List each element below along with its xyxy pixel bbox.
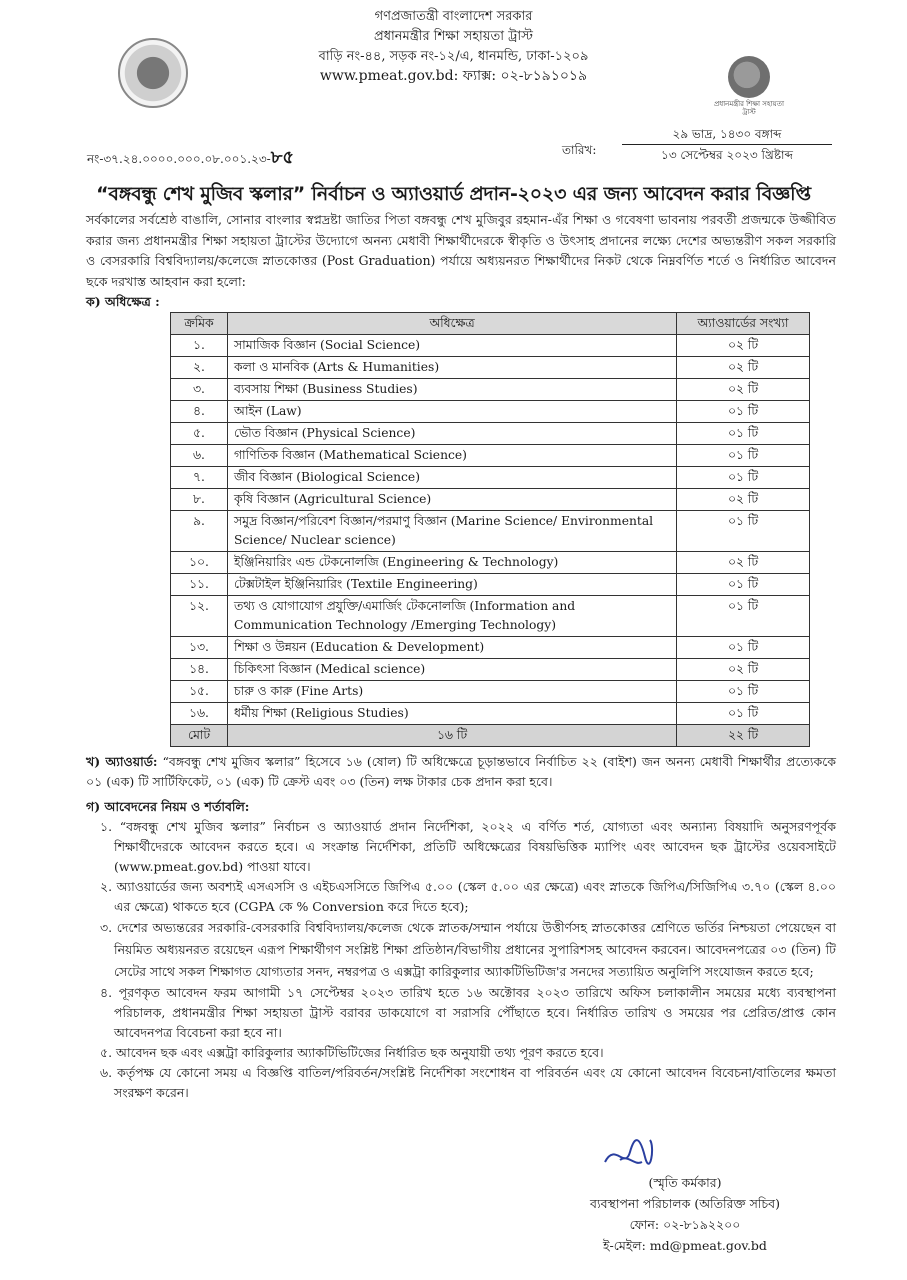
- table-row: [171, 445, 810, 467]
- header-line-2: প্রধানমন্ত্রীর শিক্ষা সহায়তা ট্রাস্ট: [374, 29, 533, 44]
- row-field: কলা ও মানবিক (Arts & Humanities): [228, 357, 677, 379]
- row-field: চিকিৎসা বিজ্ঞান (Medical science): [228, 659, 677, 681]
- row-count: ০১ টি: [677, 511, 810, 552]
- row-count: ০১ টি: [677, 467, 810, 489]
- date-bangla: ২৯ ভাদ্র, ১৪৩০ বঙ্গাব্দ: [672, 127, 782, 141]
- header-line-1: গণপ্রজাতন্ত্রী বাংলাদেশ সরকার: [374, 9, 533, 24]
- trust-logo-caption: প্রধানমন্ত্রীর শিক্ষা সহায়তা ট্রাস্ট: [714, 100, 784, 116]
- section-ga: [86, 797, 836, 1103]
- row-count: ০১ টি: [677, 703, 810, 725]
- row-serial: ১২.: [171, 596, 228, 637]
- table-total-row: [171, 725, 810, 747]
- row-field: তথ্য ও যোগাযোগ প্রযুক্তি/এমার্জিং টেকনোলজি (Information and Communication Technology /Emerging Technology): [228, 596, 677, 637]
- row-field: কৃষি বিজ্ঞান (Agricultural Science): [228, 489, 677, 511]
- rule-item: ২. অ্যাওয়ার্ডের জন্য অবশ্যই এসএসসি ও এইচএসসিতে জিপিএ ৫.০০ (স্কেল ৫.০০ এর ক্ষেত্রে) এবং স্নাতকে জিপিএ/সিজিপিএ ৩.৭০ (স্কেল ৪.০০ এর ক্ষেত্রে) থাকতে হবে (CGPA কে % Conversion করে দিতে হবে);: [100, 879, 836, 914]
- row-count: ০২ টি: [677, 659, 810, 681]
- table-row: [171, 681, 810, 703]
- row-count: ০২ টি: [677, 357, 810, 379]
- row-serial: ৪.: [171, 401, 228, 423]
- rule-item: ৬. কর্তৃপক্ষ যে কোনো সময় এ বিজ্ঞপ্তি বাতিল/পরিবর্তন/সংশ্লিষ্ট নির্দেশিকা সংশোধন বা পরিবর্তন এবং যে কোনো আবেদন বিবেচনা/বাতিলের ক্ষমতা সংরক্ষণ করেন।: [100, 1065, 836, 1100]
- table-row: [171, 552, 810, 574]
- table-row: [171, 379, 810, 401]
- table-row: [171, 335, 810, 357]
- row-field: টেক্সটাইল ইঞ্জিনিয়ারিং (Textile Engineering): [228, 574, 677, 596]
- table-row: [171, 637, 810, 659]
- row-count: ০২ টি: [677, 335, 810, 357]
- table-row: [171, 467, 810, 489]
- header-website-fax: www.pmeat.gov.bd: ফ্যাক্স: ০২-৮১৯১০১৯: [319, 68, 588, 84]
- table-row: [171, 357, 810, 379]
- signatory-email: ই-মেইল: md@pmeat.gov.bd: [603, 1238, 767, 1253]
- row-serial: ১৫.: [171, 681, 228, 703]
- row-field: চারু ও কারু (Fine Arts): [228, 681, 677, 703]
- section-kha-text: “বঙ্গবন্ধু শেখ মুজিব স্কলার” হিসেবে ১৬ (ষোল) টি অধিক্ষেত্রে চূড়ান্তভাবে নির্বাচিত ২২ (বাইশ) জন অনন্য মেধাবী শিক্ষার্থীর প্রত্যেককে ০১ (এক) টি সার্টিফিকেট, ০১ (এক) টি ক্রেস্ট এবং ০৩ (তিন) লক্ষ টাকার চেক প্রদান করা হবে।: [86, 754, 836, 789]
- column-header-count: অ্যাওয়ার্ডের সংখ্যা: [677, 313, 810, 335]
- rule-item: ১. “বঙ্গবন্ধু শেখ মুজিব স্কলার” নির্বাচন ও অ্যাওয়ার্ড প্রদান নির্দেশিকা, ২০২২ এ বর্ণিত শর্ত, যোগ্যতা এবং অন্যান্য বিষয়াদি অনুসরণপূর্বক শিক্ষার্থীদেরকে আবেদন করতে হবে। এ সংক্রান্ত নির্দেশিকা, প্রতিটি অধিক্ষেত্রের বিষয়ভিত্তিক ম্যাপিং এবং আবেদন ছক ট্রাস্টের ওয়েবসাইটে (www.pmeat.gov.bd) পাওয়া যাবে।: [100, 819, 836, 874]
- rule-item: ৫. আবেদন ছক এবং এক্সট্রা কারিকুলার অ্যাকটিভিটিজের নির্ধারিত ছক অনুযায়ী তথ্য পূরণ করতে হবে।: [100, 1045, 604, 1060]
- total-count: ২২ টি: [677, 725, 810, 747]
- row-count: ০২ টি: [677, 379, 810, 401]
- section-ka-heading: ক) অধিক্ষেত্র :: [86, 294, 160, 309]
- date-label: তারিখ:: [562, 143, 597, 157]
- table-row: [171, 423, 810, 445]
- section-kha-label: খ) অ্যাওয়ার্ড:: [86, 754, 158, 769]
- row-count: ০২ টি: [677, 489, 810, 511]
- row-serial: ১৬.: [171, 703, 228, 725]
- row-field: ধর্মীয় শিক্ষা (Religious Studies): [228, 703, 677, 725]
- signature-block: [545, 1172, 825, 1256]
- table-row: [171, 596, 810, 637]
- date-block: [622, 124, 832, 165]
- signatory-name: (স্মৃতি কর্মকার): [648, 1175, 722, 1190]
- notice-title: “বঙ্গবন্ধু শেখ মুজিব স্কলার” নির্বাচন ও অ্যাওয়ার্ড প্রদান-২০২৩ এর জন্য আবেদন করার বিজ্ঞপ্তি: [96, 183, 811, 205]
- row-serial: ১০.: [171, 552, 228, 574]
- row-count: ০১ টি: [677, 401, 810, 423]
- reference-number-text: নং-৩৭.২৪.০০০০.০০০.০৮.০০১.২৩-: [87, 152, 271, 166]
- rule-item: ৩. দেশের অভ্যন্তরের সরকারি-বেসরকারি বিশ্ববিদ্যালয়/কলেজ থেকে স্নাতক/সম্মান পর্যায়ে উত্তীর্ণসহ স্নাতকোত্তর শ্রেণিতে ভর্তির নিশ্চয়তা পেয়েছেন বা নিয়মিত অধ্যয়নরত রয়েছেন এরূপ শিক্ষার্থীগণ সংশ্লিষ্ট শিক্ষা প্রতিষ্ঠান/বিভাগীয় প্রধানের সুপারিশসহ আবেদন করবেন। আবেদনপত্রের ০৩ (তিন) টি সেটের সাথে সকল শিক্ষাগত যোগ্যতার সনদ, নম্বরপত্র ও এক্সট্রা কারিকুলার অ্যাকটিভিটিজ'র সনদের সত্যায়িত অনুলিপি সংযোজন করতে হবে;: [100, 920, 836, 979]
- table-row: [171, 659, 810, 681]
- table-header-row: [171, 313, 810, 335]
- intro-paragraph: সর্বকালের সর্বশ্রেষ্ঠ বাঙালি, সোনার বাংলার স্বপ্নদ্রষ্টা জাতির পিতা বঙ্গবন্ধু শেখ মুজিবুর রহমান-এঁর শিক্ষা ও গবেষণা ভাবনায় পরবর্তী প্রজন্মকে উজ্জীবিত করার জন্য প্রধানমন্ত্রীর শিক্ষা সহায়তা ট্রাস্টের উদ্যোগে অনন্য মেধাবী শিক্ষার্থীদেরকে স্বীকৃতি ও উৎসাহ প্রদানের লক্ষ্যে দেশের অভ্যন্তরীণ সকল সরকারি ও বেসরকারি বিশ্ববিদ্যালয়/কলেজে স্নাতকোত্তর (Post Graduation) পর্যায়ে অধ্যয়নরত শিক্ষার্থীদের নিকট থেকে নিম্নবর্ণিত শর্তে ও নির্ধারিত আবেদন ছকে দরখাস্ত আহবান করা হলো:: [86, 212, 836, 289]
- row-serial: ৬.: [171, 445, 228, 467]
- table-row: [171, 489, 810, 511]
- section-ga-heading: গ) আবেদনের নিয়ম ও শর্তাবলি:: [86, 799, 250, 814]
- row-field: সামাজিক বিজ্ঞান (Social Science): [228, 335, 677, 357]
- column-header-serial: ক্রমিক: [171, 313, 228, 335]
- row-serial: ৮.: [171, 489, 228, 511]
- row-field: ব্যবসায় শিক্ষা (Business Studies): [228, 379, 677, 401]
- row-count: ০১ টি: [677, 596, 810, 637]
- date-gregorian: ১৩ সেপ্টেম্বর ২০২৩ খ্রিষ্টাব্দ: [622, 144, 832, 165]
- header-address: বাড়ি নং-৪৪, সড়ক নং-১২/এ, ধানমন্ডি, ঢাকা-১২০৯: [318, 49, 589, 64]
- row-field: গাণিতিক বিজ্ঞান (Mathematical Science): [228, 445, 677, 467]
- signatory-phone: ফোন: ০২-৮১৯২২০০: [629, 1217, 741, 1232]
- rule-item: ৪. পূরণকৃত আবেদন ফরম আগামী ১৭ সেপ্টেম্বর ২০২৩ তারিখ হতে ১৬ অক্টোবর ২০২৩ তারিখে অফিস চলাকালীন সময়ের মধ্যে ব্যবস্থাপনা পরিচালক, প্রধানমন্ত্রীর শিক্ষা সহায়তা ট্রাস্ট বরাবর ডাকযোগে বা সরাসরি পৌঁছাতে হবে। নির্ধারিত তারিখ ও সময়ের পর প্রেরিত/প্রাপ্ত কোন আবেদনপত্র বিবেচনা করা হবে না।: [100, 985, 836, 1040]
- row-serial: ১৩.: [171, 637, 228, 659]
- row-field: সমুদ্র বিজ্ঞান/পরিবেশ বিজ্ঞান/পরমাণু বিজ্ঞান (Marine Science/ Environmental Science/ Nuclear science): [228, 511, 677, 552]
- row-serial: ৯.: [171, 511, 228, 552]
- row-count: ০২ টি: [677, 552, 810, 574]
- table-row: [171, 574, 810, 596]
- reference-number: [87, 143, 294, 174]
- row-serial: ৩.: [171, 379, 228, 401]
- fields-table: [170, 312, 810, 747]
- row-field: আইন (Law): [228, 401, 677, 423]
- row-count: ০১ টি: [677, 574, 810, 596]
- row-serial: ৫.: [171, 423, 228, 445]
- row-field: ইঞ্জিনিয়ারিং এন্ড টেকনোলজি (Engineering & Technology): [228, 552, 677, 574]
- reference-handwritten: ৮৫: [270, 147, 295, 168]
- table-row: [171, 401, 810, 423]
- row-count: ০১ টি: [677, 637, 810, 659]
- row-count: ০১ টি: [677, 681, 810, 703]
- row-field: জীব বিজ্ঞান (Biological Science): [228, 467, 677, 489]
- row-count: ০১ টি: [677, 423, 810, 445]
- row-count: ০১ টি: [677, 445, 810, 467]
- row-serial: ১.: [171, 335, 228, 357]
- row-field: ভৌত বিজ্ঞান (Physical Science): [228, 423, 677, 445]
- row-serial: ২.: [171, 357, 228, 379]
- section-kha: [86, 752, 836, 792]
- total-label: মোট: [171, 725, 228, 747]
- column-header-field: অধিক্ষেত্র: [228, 313, 677, 335]
- signatory-designation: ব্যবস্থাপনা পরিচালক (অতিরিক্ত সচিব): [590, 1196, 780, 1211]
- row-field: শিক্ষা ও উন্নয়ন (Education & Development): [228, 637, 677, 659]
- table-row: [171, 511, 810, 552]
- row-serial: ১১.: [171, 574, 228, 596]
- row-serial: ১৪.: [171, 659, 228, 681]
- total-fields: ১৬ টি: [228, 725, 677, 747]
- row-serial: ৭.: [171, 467, 228, 489]
- table-row: [171, 703, 810, 725]
- signature-icon: [600, 1132, 660, 1172]
